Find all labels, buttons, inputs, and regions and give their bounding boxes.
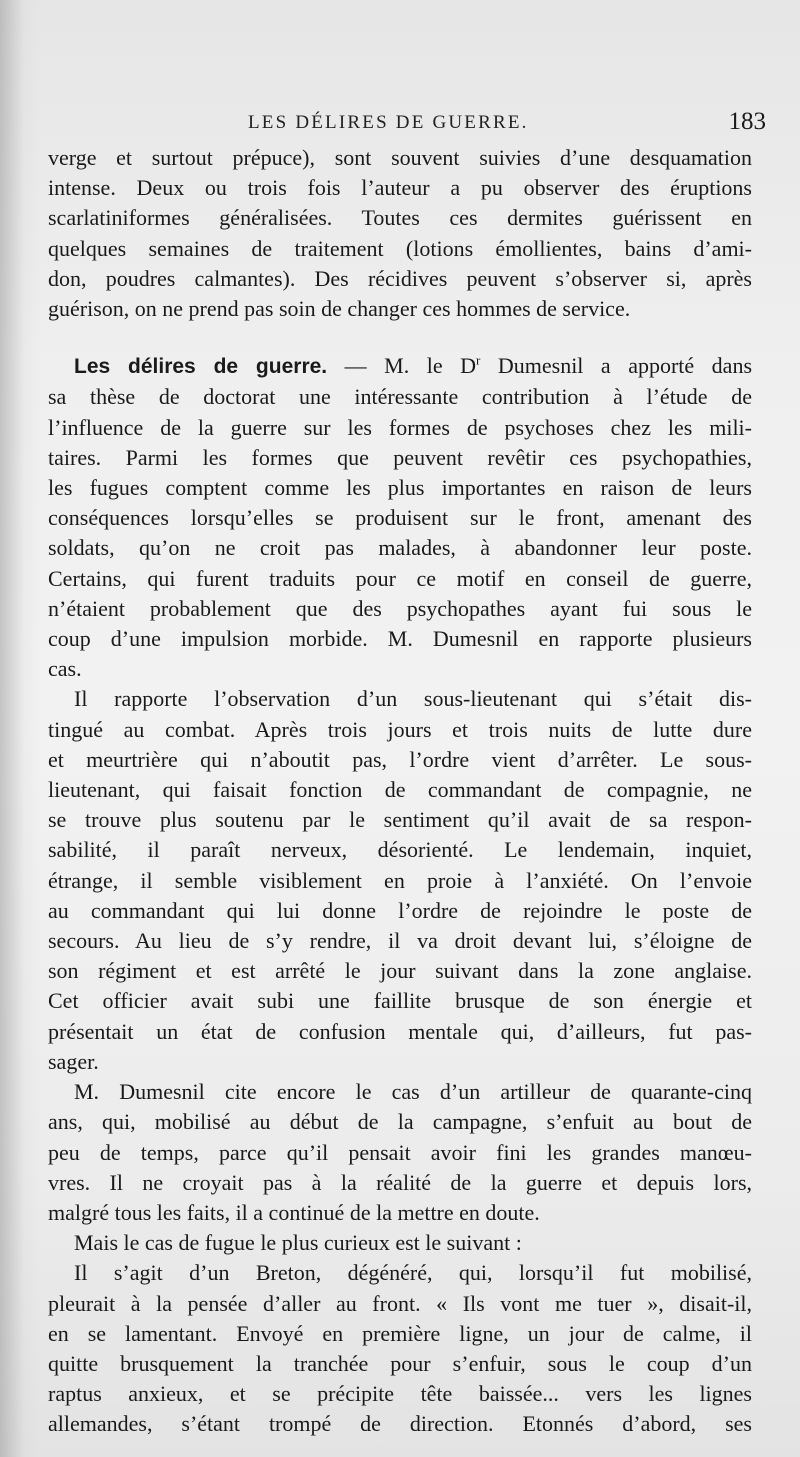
text-line: scarlatiniformes généralisées. Toutes ces dermites guérissent en bbox=[48, 205, 752, 231]
text-line: secours. Au lieu de s’y rendre, il va droit devant lui, s’éloigne de bbox=[48, 928, 752, 954]
text-line: Mais le cas de fugue le plus curieux est le suivant : bbox=[74, 1230, 522, 1256]
text-line: vres. Il ne croyait pas à la réalité de la guerre et depuis lors, bbox=[48, 1169, 752, 1195]
page-gutter-shadow bbox=[0, 0, 40, 1457]
text-line: présentait un état de confusion mentale qui, d’ailleurs, fut pas- bbox=[48, 1018, 752, 1044]
paragraph-artilleur bbox=[48, 1077, 752, 1228]
text-line: coup d’une impulsion morbide. M. Dumesnil en rapporte plusieurs bbox=[48, 626, 752, 652]
text-line: peu de temps, parce qu’il pensait avoir fini les grandes manœu- bbox=[48, 1139, 752, 1165]
text-line: M. Dumesnil cite encore le cas d’un artilleur de quarante-cinq bbox=[74, 1079, 752, 1105]
text-line: au commandant qui lui donne l’ordre de rejoindre le poste de bbox=[48, 897, 752, 923]
text-line: son régiment et est arrêté le jour suivant dans la zone anglaise. bbox=[48, 958, 752, 984]
text-line: sager. bbox=[48, 1048, 99, 1074]
text-line: Il s’agit d’un Breton, dégénéré, qui, lorsqu’il fut mobilisé, bbox=[74, 1260, 752, 1286]
section-delires bbox=[48, 351, 752, 684]
text-line: quitte brusquement la tranchée pour s’enfuir, sous le coup d’un bbox=[48, 1350, 752, 1376]
text-line: malgré tous les faits, il a continué de la mettre en doute. bbox=[48, 1199, 540, 1225]
page-header bbox=[48, 106, 768, 142]
paragraph-dermites bbox=[48, 143, 752, 324]
paragraph-sous-lieutenant bbox=[48, 684, 752, 1077]
text-line: ans, qui, mobilisé au début de la campagne, s’enfuit au bout de bbox=[48, 1109, 752, 1135]
section-first-line bbox=[48, 351, 752, 382]
text-line: sabilité, il paraît nerveux, désorienté. Le lendemain, inquiet, bbox=[48, 837, 752, 863]
page-content bbox=[48, 143, 752, 1440]
text-line: Cet officier avait subi une faillite brusque de son énergie et bbox=[48, 988, 752, 1014]
text-line: n’étaient probablement que des psychopathes ayant fui sous le bbox=[48, 595, 752, 621]
text-line: pleurait à la pensée d’aller au front. « Ils vont me tuer », disait-il, bbox=[48, 1290, 752, 1316]
text-line: conséquences lorsqu’elles se produisent sur le front, amenant des bbox=[48, 505, 752, 531]
text-line: allemandes, s’étant trompé de direction. Etonnés d’abord, ses bbox=[48, 1411, 752, 1437]
text-line: guérison, on ne prend pas soin de changer ces hommes de service. bbox=[48, 296, 631, 322]
text-line: intense. Deux ou trois fois l’auteur a pu observer des éruptions bbox=[48, 175, 752, 201]
text-line: l’influence de la guerre sur les formes de psychoses chez les mili- bbox=[48, 414, 752, 440]
running-title: LES DÉLIRES DE GUERRE. bbox=[248, 112, 529, 133]
page-number: 183 bbox=[728, 108, 766, 135]
text-line: les fugues comptent comme les plus importantes en raison de leurs bbox=[48, 475, 752, 501]
paragraph-cas-curieux bbox=[48, 1228, 752, 1258]
dr-superscript: r bbox=[476, 352, 481, 368]
text-line: et meurtrière qui n’aboutit pas, l’ordre vient d’arrêter. Le sous- bbox=[48, 746, 752, 772]
section-intro: — M. le D bbox=[327, 353, 477, 379]
text-line: sa thèse de doctorat une intéressante contribution à l’étude de bbox=[48, 384, 752, 410]
text-line: soldats, qu’on ne croit pas malades, à abandonner leur poste. bbox=[48, 535, 752, 561]
text-line: Il rapporte l’observation d’un sous-lieutenant qui s’était dis- bbox=[74, 686, 752, 712]
text-line: lieutenant, qui faisait fonction de commandant de compagnie, ne bbox=[48, 777, 752, 803]
paragraph-breton bbox=[48, 1258, 752, 1439]
section-title: Les délires de guerre. bbox=[74, 355, 328, 379]
text-line: étrange, il semble visiblement en proie à l’anxiété. On l’envoie bbox=[48, 867, 752, 893]
section-intro-tail: Dumesnil a apporté dans bbox=[480, 353, 753, 379]
text-line: quelques semaines de traitement (lotions émollientes, bains d’ami- bbox=[48, 235, 752, 261]
text-line: se trouve plus soutenu par le sentiment qu’il avait de sa respon- bbox=[48, 807, 752, 833]
text-line: raptus anxieux, et se précipite tête baissée... vers les lignes bbox=[48, 1381, 752, 1407]
text-line: Certains, qui furent traduits pour ce motif en conseil de guerre, bbox=[48, 565, 752, 591]
text-line: tingué au combat. Après trois jours et trois nuits de lutte dure bbox=[48, 716, 752, 742]
text-line: verge et surtout prépuce), sont souvent suivies d’une desquamation bbox=[48, 145, 752, 170]
text-line: taires. Parmi les formes que peuvent revêtir ces psychopathies, bbox=[48, 444, 752, 470]
text-line: en se lamentant. Envoyé en première ligne, un jour de calme, il bbox=[48, 1320, 752, 1346]
text-line: cas. bbox=[48, 656, 82, 682]
text-line: don, poudres calmantes). Des récidives peuvent s’observer si, après bbox=[48, 265, 752, 291]
